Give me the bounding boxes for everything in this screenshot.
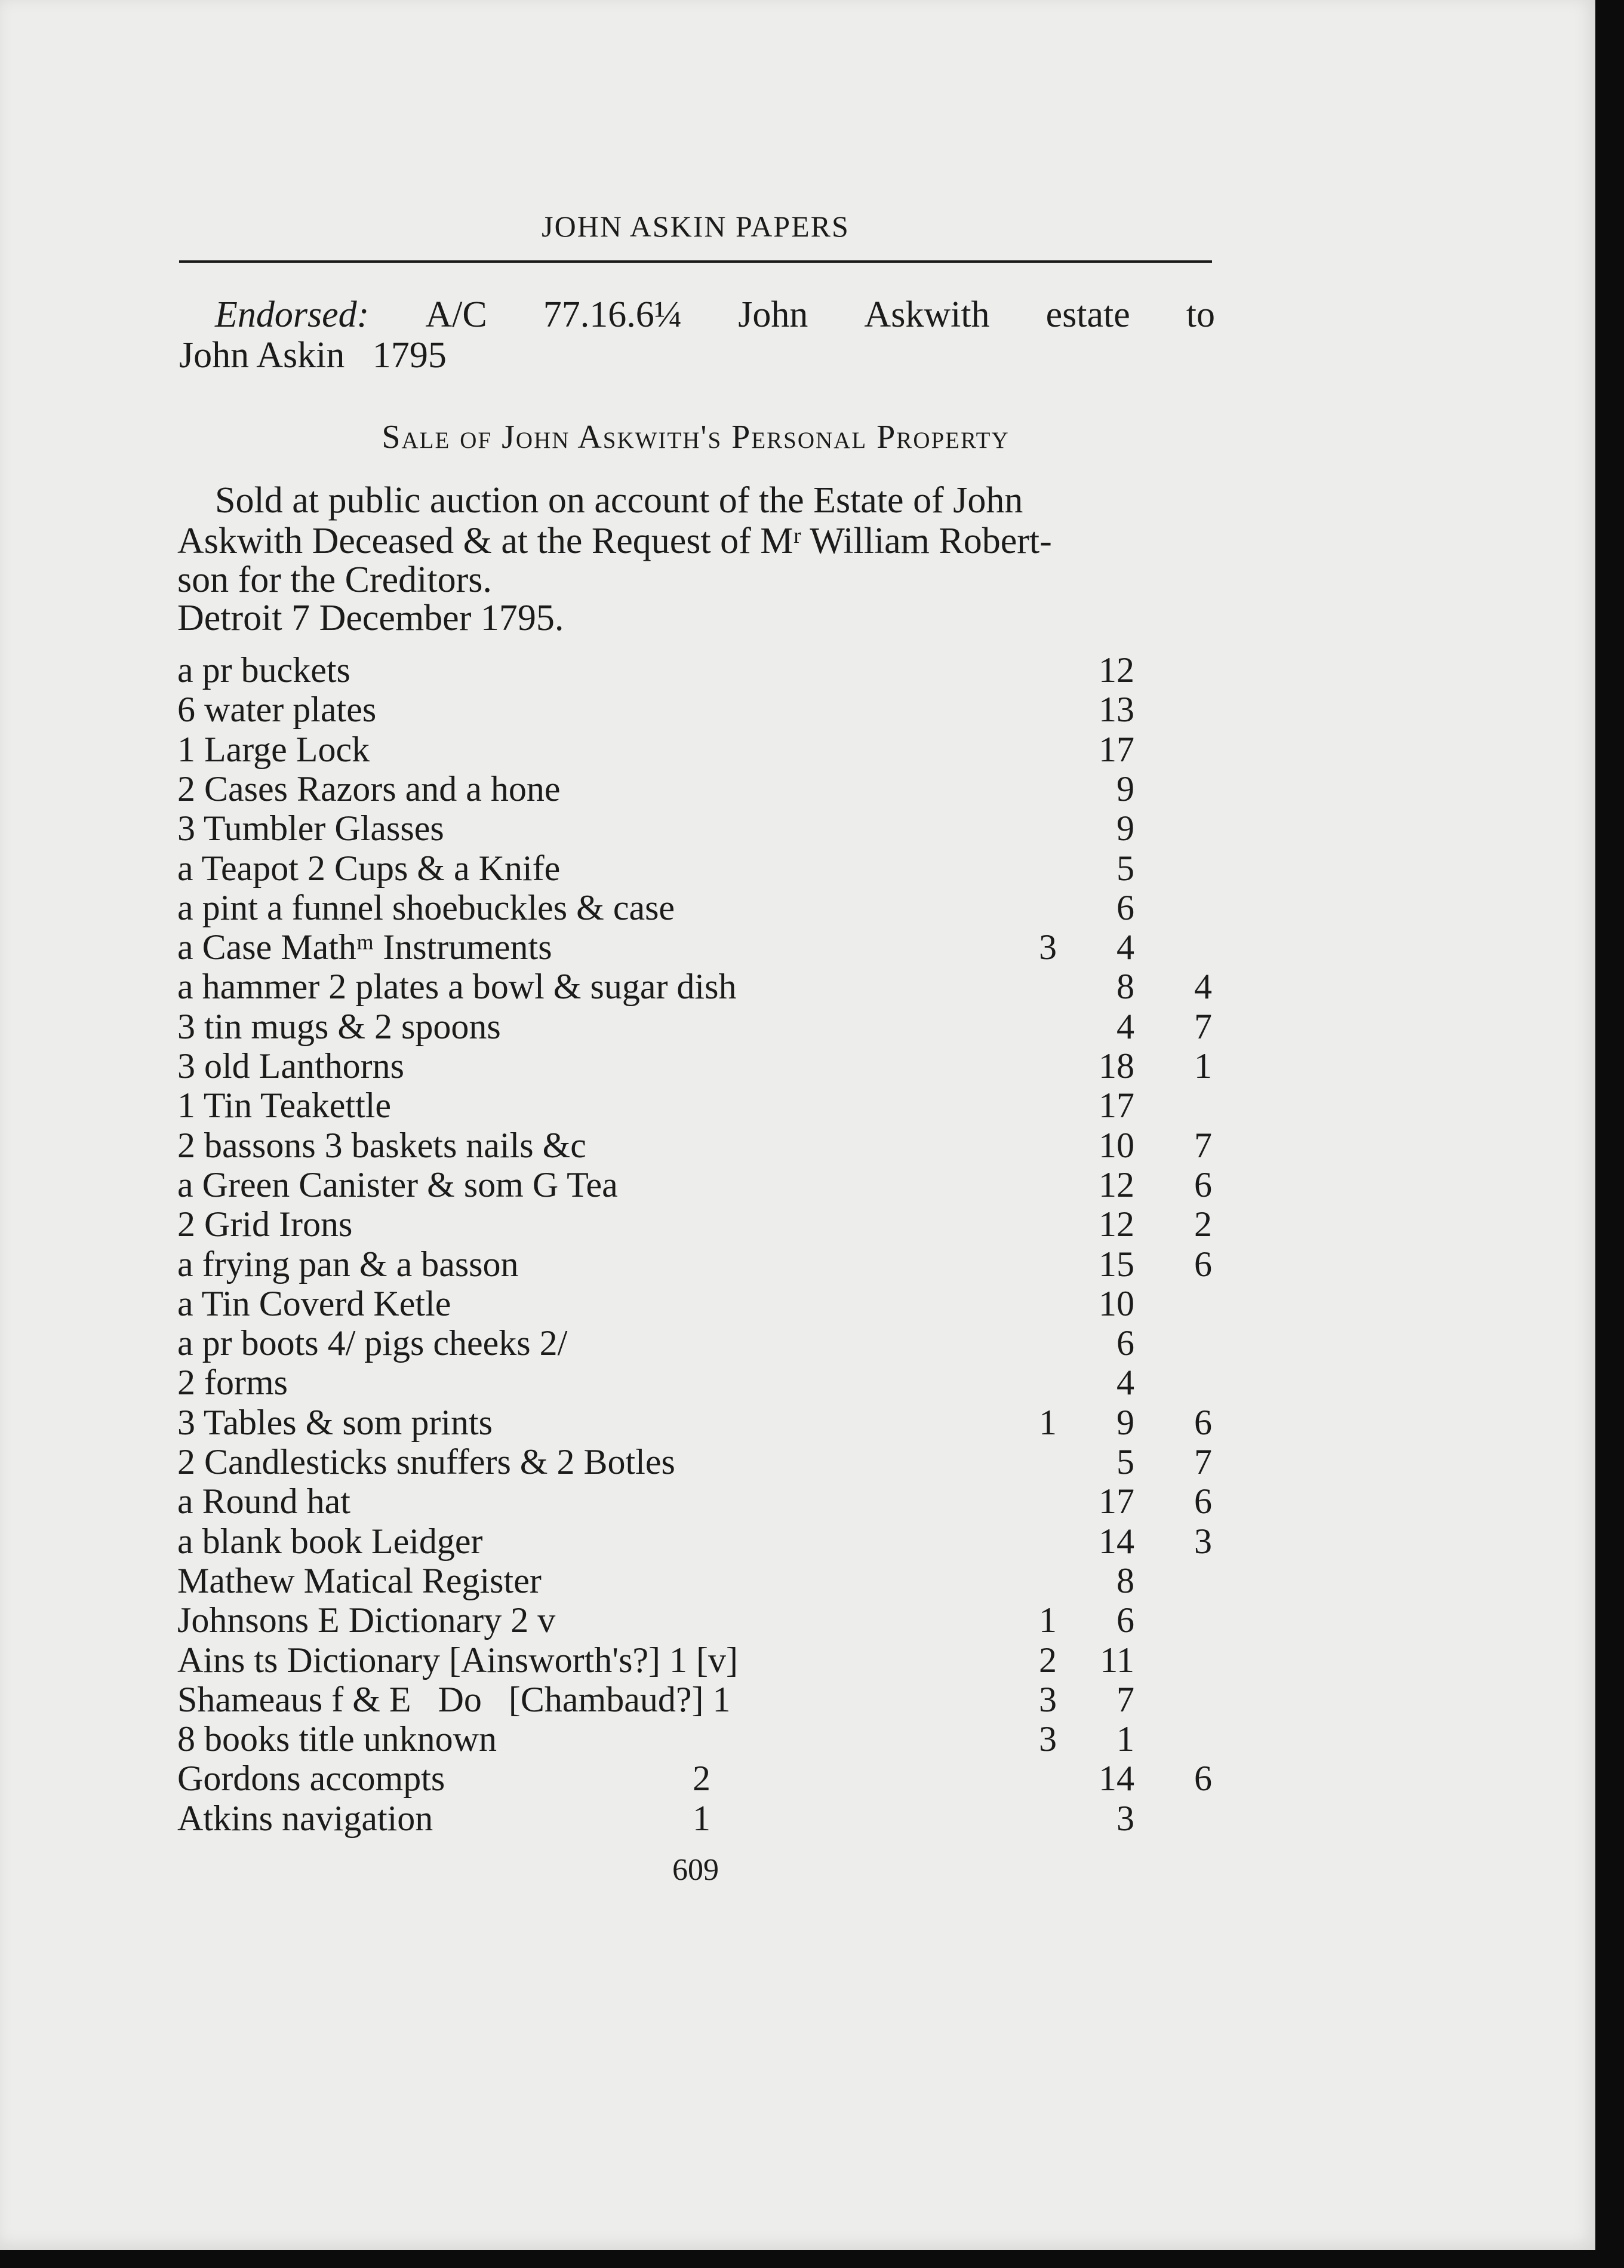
endorsement-label: Endorsed: — [215, 294, 370, 335]
ledger-item-shillings: 5 — [1116, 849, 1134, 888]
header-rule — [179, 260, 1212, 263]
ledger-item-shillings: 1 — [1116, 1719, 1134, 1759]
endorsement-word: Askwith — [864, 294, 990, 335]
ledger-item-shillings: 5 — [1116, 1442, 1134, 1482]
ledger-item-shillings: 6 — [1116, 1600, 1134, 1640]
ledger-item-shillings: 17 — [1099, 1086, 1134, 1125]
ledger-item-shillings: 4 — [1116, 1007, 1134, 1046]
ledger-item-description: a frying pan & a basson — [177, 1244, 519, 1284]
intro-line: Askwith Deceased & at the Request of Mʳ William Robert- — [177, 521, 1052, 561]
ledger-item-description: a Tin Coverd Ketle — [177, 1284, 451, 1323]
ledger-item-description: a Round hat — [177, 1482, 350, 1521]
ledger-item-pounds: 3 — [1039, 927, 1057, 967]
ledger-item-shillings: 10 — [1099, 1126, 1134, 1165]
ledger-item-shillings: 14 — [1099, 1522, 1134, 1561]
ledger-item-shillings: 9 — [1116, 1403, 1134, 1442]
ledger-item-pence: 7 — [1194, 1126, 1212, 1165]
ledger-item-description: a Case Mathᵐ Instruments — [177, 927, 552, 967]
ledger-item-description: a pint a funnel shoebuckles & case — [177, 888, 675, 927]
endorsement-line-2: John Askin 1795 — [179, 335, 447, 376]
ledger-item-shillings: 8 — [1116, 1561, 1134, 1600]
ledger-item-pence: 2 — [1194, 1204, 1212, 1244]
ledger-item-pence: 4 — [1194, 967, 1212, 1006]
ledger-item-description: a blank book Leidger — [177, 1522, 483, 1561]
ledger-item-description: 1 Tin Teakettle — [177, 1086, 392, 1125]
ledger-item-pounds: 3 — [1039, 1680, 1057, 1719]
ledger-item-shillings: 4 — [1116, 1363, 1134, 1402]
ledger-item-description: Johnsons E Dictionary 2 v — [177, 1600, 556, 1640]
endorsement-word: to — [1186, 294, 1215, 335]
ledger-item-description: Mathew Matical Register — [177, 1561, 542, 1600]
endorsement-word: John — [738, 294, 808, 335]
ledger-item-description: Atkins navigation — [177, 1799, 433, 1838]
endorsement-word: 77.16.6¼ — [543, 294, 682, 335]
page-number: 609 — [672, 1853, 719, 1887]
ledger-item-description: 6 water plates — [177, 690, 377, 729]
place-date: Detroit 7 December 1795. — [177, 598, 564, 638]
ledger-item-count: 2 — [693, 1759, 710, 1798]
endorsement-line-1 — [215, 294, 1215, 336]
ledger-item-shillings: 15 — [1099, 1244, 1134, 1284]
section-heading: Sale of John Askwith's Personal Property — [382, 419, 1010, 456]
ledger-item-pence: 6 — [1194, 1403, 1212, 1442]
ledger-item-description: 2 Cases Razors and a hone — [177, 769, 561, 809]
ledger-item-description: 3 old Lanthorns — [177, 1046, 404, 1086]
ledger-item-description: 2 Candlesticks snuffers & 2 Botles — [177, 1442, 675, 1482]
ledger-item-description: 8 books title unknown — [177, 1719, 497, 1759]
ledger-item-shillings: 10 — [1099, 1284, 1134, 1323]
ledger-item-shillings: 4 — [1116, 927, 1134, 967]
ledger-item-pence: 6 — [1194, 1759, 1212, 1798]
ledger-item-pounds: 3 — [1039, 1719, 1057, 1759]
ledger-item-description: Ains ts Dictionary [Ainsworth's?] 1 [v] — [177, 1640, 738, 1680]
ledger-item-shillings: 17 — [1099, 730, 1134, 769]
ledger-item-pence: 7 — [1194, 1442, 1212, 1482]
ledger-item-description: a pr boots 4/ pigs cheeks 2/ — [177, 1323, 568, 1363]
endorsement-word: A/C — [425, 294, 487, 335]
endorsement-word: estate — [1045, 294, 1130, 335]
ledger-item-shillings: 17 — [1099, 1482, 1134, 1521]
ledger-item-pence: 6 — [1194, 1165, 1212, 1204]
ledger-item-count: 1 — [693, 1799, 710, 1838]
ledger-item-pence: 3 — [1194, 1522, 1212, 1561]
ledger-item-pence: 7 — [1194, 1007, 1212, 1046]
ledger-item-pounds: 1 — [1039, 1403, 1057, 1442]
ledger-item-pence: 1 — [1194, 1046, 1212, 1086]
ledger-item-pounds: 1 — [1039, 1600, 1057, 1640]
ledger-item-description: Gordons accompts — [177, 1759, 445, 1798]
ledger-item-shillings: 12 — [1099, 1204, 1134, 1244]
ledger-item-shillings: 7 — [1116, 1680, 1134, 1719]
ledger-item-description: a pr buckets — [177, 650, 350, 690]
ledger-item-pence: 6 — [1194, 1244, 1212, 1284]
ledger-item-shillings: 12 — [1099, 1165, 1134, 1204]
ledger-item-description: a Green Canister & som G Tea — [177, 1165, 618, 1204]
ledger-item-shillings: 6 — [1116, 1323, 1134, 1363]
ledger-item-shillings: 11 — [1100, 1640, 1134, 1680]
ledger-item-description: 1 Large Lock — [177, 730, 370, 769]
ledger-item-shillings: 12 — [1099, 650, 1134, 690]
ledger-item-pounds: 2 — [1039, 1640, 1057, 1680]
ledger-item-description: 2 Grid Irons — [177, 1204, 353, 1244]
ledger-item-shillings: 8 — [1116, 967, 1134, 1006]
ledger-item-description: 2 bassons 3 baskets nails &c — [177, 1126, 586, 1165]
ledger-item-shillings: 6 — [1116, 888, 1134, 927]
ledger-item-pence: 6 — [1194, 1482, 1212, 1521]
ledger-item-shillings: 18 — [1099, 1046, 1134, 1086]
ledger-item-shillings: 14 — [1099, 1759, 1134, 1798]
ledger-item-shillings: 9 — [1116, 769, 1134, 809]
ledger-item-shillings: 3 — [1116, 1799, 1134, 1838]
ledger-item-description: 3 Tumbler Glasses — [177, 809, 444, 848]
intro-line: Sold at public auction on account of the Estate of John — [215, 480, 1023, 521]
ledger-item-shillings: 9 — [1116, 809, 1134, 848]
ledger-item-description: 3 tin mugs & 2 spoons — [177, 1007, 501, 1046]
intro-line: son for the Creditors. — [177, 560, 492, 600]
ledger-item-description: 3 Tables & som prints — [177, 1403, 493, 1442]
ledger-item-shillings: 13 — [1099, 690, 1134, 729]
ledger-item-description: Shameaus f & E Do [Chambaud?] 1 — [177, 1680, 731, 1719]
running-head: JOHN ASKIN PAPERS — [542, 210, 850, 243]
ledger-item-description: a Teapot 2 Cups & a Knife — [177, 849, 561, 888]
ledger-item-description: 2 forms — [177, 1363, 288, 1402]
ledger-item-description: a hammer 2 plates a bowl & sugar dish — [177, 967, 737, 1006]
